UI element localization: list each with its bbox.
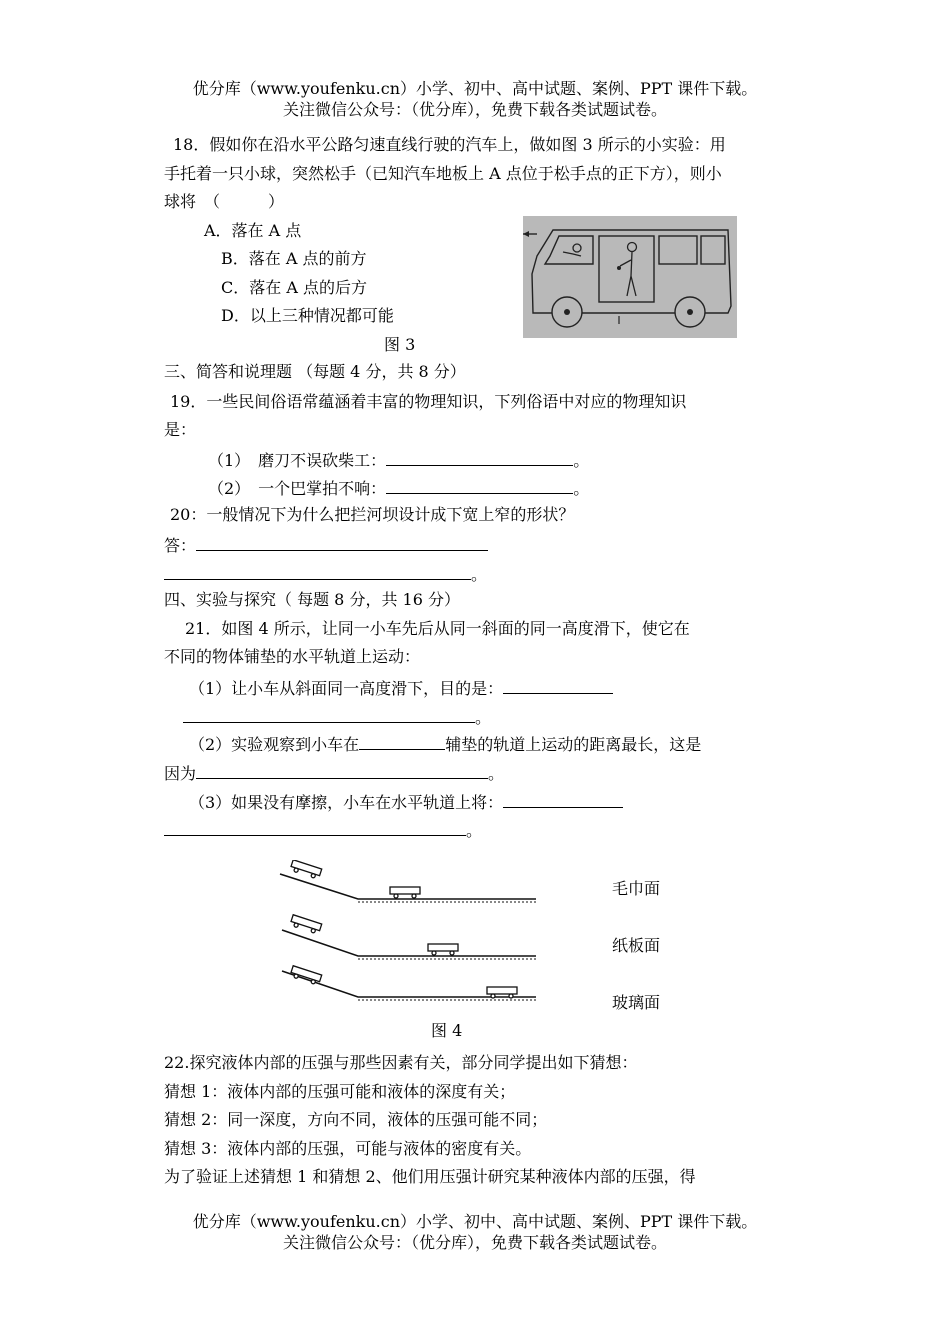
q18-option-d: D．以上三种情况都可能 xyxy=(221,306,394,325)
figure-3-caption: 图 3 xyxy=(384,335,416,354)
q19-item-1: （1） 磨刀不误砍柴工： 。 xyxy=(208,451,590,470)
ball xyxy=(617,266,621,270)
q21-line-1: 21．如图 4 所示，让同一小车先后从同一斜面的同一高度滑下，使它在 xyxy=(185,619,690,638)
figure-4-ramps xyxy=(270,860,550,1005)
q18-line-3: 球将 （ ） xyxy=(164,192,285,211)
q19-item-2: （2） 一个巴掌拍不响： 。 xyxy=(208,479,590,498)
q20-line-1: 20：一般情况下为什么把拦河坝设计成下宽上窄的形状？ xyxy=(170,505,575,524)
q21-part-1-cont: 。 xyxy=(183,706,491,728)
q19-line-1: 19．一些民间俗语常蕴涵着丰富的物理知识，下列俗语中对应的物理知识 xyxy=(170,392,687,411)
q22-line-1: 22.探究液体内部的压强与那些因素有关，部分同学提出如下猜想： xyxy=(164,1053,638,1072)
q21-part-2: （2）实验观察到小车在 辅垫的轨道上运动的距离最长，这是 xyxy=(189,735,702,754)
q19-line-2: 是： xyxy=(164,420,197,439)
q22-guess-3: 猜想 3：液体内部的压强，可能与液体的密度有关。 xyxy=(164,1139,532,1158)
q22-guess-1: 猜想 1：液体内部的压强可能和液体的深度有关； xyxy=(164,1082,516,1101)
van-side-window-1 xyxy=(659,236,697,264)
answer-blank[interactable] xyxy=(503,677,613,694)
cart-on-slope-2 xyxy=(290,915,322,935)
answer-blank[interactable] xyxy=(386,449,573,466)
q21-part-3: （3）如果没有摩擦，小车在水平轨道上将： xyxy=(189,791,623,813)
answer-blank[interactable] xyxy=(196,762,488,779)
van-drawing xyxy=(523,216,737,338)
header-line-2: 关注微信公众号：（优分库），免费下载各类试题试卷。 xyxy=(282,100,667,119)
van-side-window-2 xyxy=(701,236,725,264)
header-line-1: 优分库（www.youfenku.cn）小学、初中、高中试题、案例、PPT 课件下载。 xyxy=(192,79,758,98)
van-open-door xyxy=(599,236,654,302)
q18-line-1: 18．假如你在沿水平公路匀速直线行驶的汽车上，做如图 3 所示的小实验：用 xyxy=(173,135,726,154)
q20-answer-line-1: 答： xyxy=(164,534,488,556)
answer-blank[interactable] xyxy=(196,534,488,551)
q22-line-5: 为了验证上述猜想 1 和猜想 2、他们用压强计研究某种液体内部的压强，得 xyxy=(164,1167,696,1186)
answer-blank[interactable] xyxy=(386,477,573,494)
q18-option-c: C．落在 A 点的后方 xyxy=(221,278,367,297)
cardboard-track xyxy=(282,930,536,956)
q22-guess-2: 猜想 2：同一深度，方向不同，液体的压强可能不同； xyxy=(164,1110,548,1129)
standing-person xyxy=(620,243,637,297)
section-3-title: 三、简答和说理题 （每题 4 分，共 8 分） xyxy=(164,362,466,381)
section-4-title: 四、实验与探究（ 每题 8 分，共 16 分） xyxy=(164,590,460,609)
driver-figure xyxy=(563,244,581,256)
cart-on-slope-1 xyxy=(290,860,322,879)
answer-blank[interactable] xyxy=(503,791,623,808)
q18-option-a: A．落在 A 点 xyxy=(204,221,302,240)
q21-line-2: 不同的物体铺垫的水平轨道上运动： xyxy=(164,647,421,666)
q21-part-2-cont: 因为 。 xyxy=(164,764,505,783)
surface-label-glass: 玻璃面 xyxy=(612,993,661,1012)
answer-blank[interactable] xyxy=(183,706,475,723)
cart-on-towel xyxy=(390,887,420,898)
footer-line-2: 关注微信公众号：（优分库），免费下载各类试题试卷。 xyxy=(282,1233,667,1252)
footer-line-1: 优分库（www.youfenku.cn）小学、初中、高中试题、案例、PPT 课件下载。 xyxy=(192,1212,758,1231)
van-front-window xyxy=(545,236,593,264)
q18-option-b: B．落在 A 点的前方 xyxy=(221,249,367,268)
figure-4-caption: 图 4 xyxy=(431,1021,463,1040)
figure-3-van-illustration xyxy=(523,216,737,338)
answer-blank[interactable] xyxy=(164,819,466,836)
q21-part-3-cont: 。 xyxy=(164,819,482,841)
cart-on-cardboard xyxy=(428,944,458,955)
answer-blank[interactable] xyxy=(164,563,471,580)
q20-answer-line-2: 。 xyxy=(164,563,487,585)
q21-part-1: （1）让小车从斜面同一高度滑下，目的是： xyxy=(189,677,613,699)
q18-line-2: 手托着一只小球，突然松手（已知汽车地板上 A 点位于松手点的正下方），则小 xyxy=(164,164,722,183)
surface-label-towel: 毛巾面 xyxy=(612,879,661,898)
surface-label-cardboard: 纸板面 xyxy=(612,936,661,955)
answer-blank[interactable] xyxy=(359,733,445,750)
